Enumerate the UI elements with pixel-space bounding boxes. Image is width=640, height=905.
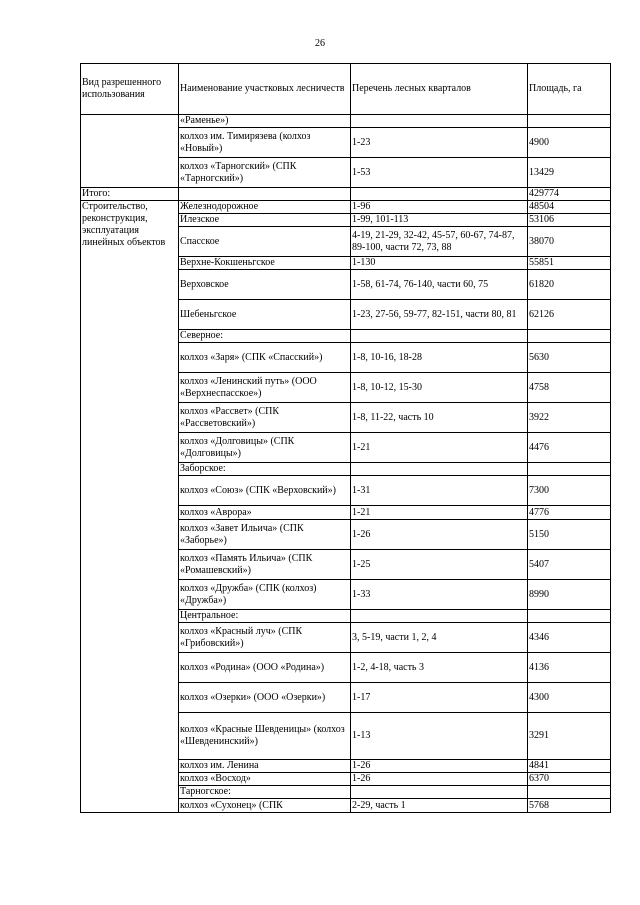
total-label: Итого: bbox=[81, 188, 179, 201]
area-value: 62126 bbox=[528, 300, 611, 330]
quarters-list: 1-130 bbox=[351, 257, 528, 270]
forestry-name: Северное: bbox=[179, 330, 351, 343]
usage-type-cell bbox=[81, 115, 179, 188]
quarters-list bbox=[351, 115, 528, 128]
area-value: 5150 bbox=[528, 520, 611, 550]
area-value: 4841 bbox=[528, 760, 611, 773]
header-quarters: Перечень лесных кварталов bbox=[351, 64, 528, 115]
usage-type-construction: Строительство, реконструкция, эксплуатация линейных объектов bbox=[81, 201, 179, 813]
area-value: 5630 bbox=[528, 343, 611, 373]
forestry-name: колхоз «Сухонец» (СПК bbox=[179, 799, 351, 813]
area-value: 4776 bbox=[528, 506, 611, 520]
forestry-name: колхоз «Союз» (СПК «Верховский») bbox=[179, 476, 351, 506]
quarters-list: 3, 5-19, части 1, 2, 4 bbox=[351, 623, 528, 653]
area-value: 38070 bbox=[528, 227, 611, 257]
forestry-name: Верховское bbox=[179, 270, 351, 300]
quarters-list: 1-2, 4-18, часть 3 bbox=[351, 653, 528, 683]
area-value: 8990 bbox=[528, 580, 611, 610]
quarters-list: 2-29, часть 1 bbox=[351, 799, 528, 813]
forestry-name: колхоз «Восход» bbox=[179, 773, 351, 786]
quarters-list: 1-26 bbox=[351, 760, 528, 773]
table-row bbox=[81, 201, 611, 214]
quarters-list bbox=[351, 610, 528, 623]
forestry-name: «Раменье») bbox=[179, 115, 351, 128]
quarters-list: 1-8, 11-22, часть 10 bbox=[351, 403, 528, 433]
quarters-list: 1-23, 27-56, 59-77, 82-151, части 80, 81 bbox=[351, 300, 528, 330]
area-value: 4136 bbox=[528, 653, 611, 683]
table-row bbox=[81, 115, 611, 128]
quarters-list bbox=[351, 188, 528, 201]
area-value: 5407 bbox=[528, 550, 611, 580]
area-value: 55851 bbox=[528, 257, 611, 270]
quarters-list: 1-21 bbox=[351, 506, 528, 520]
forestry-name: Заборское: bbox=[179, 463, 351, 476]
area-value: 4300 bbox=[528, 683, 611, 713]
area-value: 4758 bbox=[528, 373, 611, 403]
forestry-name: колхоз им. Тимирязева (колхоз «Новый») bbox=[179, 128, 351, 158]
quarters-list bbox=[351, 463, 528, 476]
forestry-name: Тарногское: bbox=[179, 786, 351, 799]
quarters-list: 1-31 bbox=[351, 476, 528, 506]
area-value bbox=[528, 330, 611, 343]
area-value bbox=[528, 786, 611, 799]
quarters-list bbox=[351, 330, 528, 343]
table-header-row bbox=[81, 64, 611, 115]
quarters-list bbox=[351, 786, 528, 799]
quarters-list: 4-19, 21-29, 32-42, 45-57, 60-67, 74-87, 89-100, части 72, 73, 88 bbox=[351, 227, 528, 257]
forestry-name: колхоз «Ленинский путь» (ООО «Верхнеспасское») bbox=[179, 373, 351, 403]
forestry-name: колхоз «Заря» (СПК «Спасский») bbox=[179, 343, 351, 373]
quarters-list: 1-8, 10-12, 15-30 bbox=[351, 373, 528, 403]
area-value bbox=[528, 115, 611, 128]
forestry-name: колхоз им. Ленина bbox=[179, 760, 351, 773]
area-value: 61820 bbox=[528, 270, 611, 300]
quarters-list: 1-23 bbox=[351, 128, 528, 158]
quarters-list: 1-25 bbox=[351, 550, 528, 580]
area-value: 13429 bbox=[528, 158, 611, 188]
forestry-name: Илезское bbox=[179, 214, 351, 227]
forestry-name: колхоз «Озерки» (ООО «Озерки») bbox=[179, 683, 351, 713]
forestry-name: колхоз «Тарногский» (СПК «Тарногский») bbox=[179, 158, 351, 188]
area-value: 3922 bbox=[528, 403, 611, 433]
area-value: 48504 bbox=[528, 201, 611, 214]
quarters-list: 1-53 bbox=[351, 158, 528, 188]
quarters-list: 1-58, 61-74, 76-140, части 60, 75 bbox=[351, 270, 528, 300]
area-value: 6370 bbox=[528, 773, 611, 786]
area-value: 3291 bbox=[528, 713, 611, 760]
forestry-name: колхоз «Аврора» bbox=[179, 506, 351, 520]
forestry-name: колхоз «Дружба» (СПК (колхоз) «Дружба») bbox=[179, 580, 351, 610]
forestry-name: колхоз «Долговицы» (СПК «Долговицы») bbox=[179, 433, 351, 463]
quarters-list: 1-99, 101-113 bbox=[351, 214, 528, 227]
forestry-name: колхоз «Память Ильича» (СПК «Ромашевский») bbox=[179, 550, 351, 580]
area-value bbox=[528, 463, 611, 476]
page-number: 26 bbox=[315, 38, 325, 49]
forestry-name: Спасское bbox=[179, 227, 351, 257]
forestry-name: колхоз «Красный луч» (СПК «Грибовский») bbox=[179, 623, 351, 653]
header-usage-type: Вид разрешенного использования bbox=[81, 64, 179, 115]
forestry-name: Центральное: bbox=[179, 610, 351, 623]
area-value: 5768 bbox=[528, 799, 611, 813]
area-value: 7300 bbox=[528, 476, 611, 506]
area-value: 53106 bbox=[528, 214, 611, 227]
forestry-name: колхоз «Красные Шевденицы» (колхоз «Шевденинский») bbox=[179, 713, 351, 760]
table-body bbox=[81, 115, 611, 813]
header-forestry: Наименование участковых лесничеств bbox=[179, 64, 351, 115]
forestry-name: Верхне-Кокшеньгское bbox=[179, 257, 351, 270]
forestry-name bbox=[179, 188, 351, 201]
forestry-name: колхоз «Завет Ильича» (СПК «Заборье») bbox=[179, 520, 351, 550]
forestry-name: Шебеньгское bbox=[179, 300, 351, 330]
quarters-list: 1-17 bbox=[351, 683, 528, 713]
forestry-name: колхоз «Рассвет» (СПК «Рассветовский») bbox=[179, 403, 351, 433]
forestry-name: колхоз «Родина» (ООО «Родина») bbox=[179, 653, 351, 683]
area-value: 4476 bbox=[528, 433, 611, 463]
table-row bbox=[81, 188, 611, 201]
forestry-name: Железнодорожное bbox=[179, 201, 351, 214]
header-area: Площадь, га bbox=[528, 64, 611, 115]
quarters-list: 1-21 bbox=[351, 433, 528, 463]
quarters-list: 1-26 bbox=[351, 520, 528, 550]
area-value: 4346 bbox=[528, 623, 611, 653]
quarters-list: 1-96 bbox=[351, 201, 528, 214]
area-value: 429774 bbox=[528, 188, 611, 201]
quarters-list: 1-13 bbox=[351, 713, 528, 760]
area-value: 4900 bbox=[528, 128, 611, 158]
quarters-list: 1-8, 10-16, 18-28 bbox=[351, 343, 528, 373]
quarters-list: 1-26 bbox=[351, 773, 528, 786]
forest-quarters-table bbox=[80, 63, 611, 813]
quarters-list: 1-33 bbox=[351, 580, 528, 610]
area-value bbox=[528, 610, 611, 623]
